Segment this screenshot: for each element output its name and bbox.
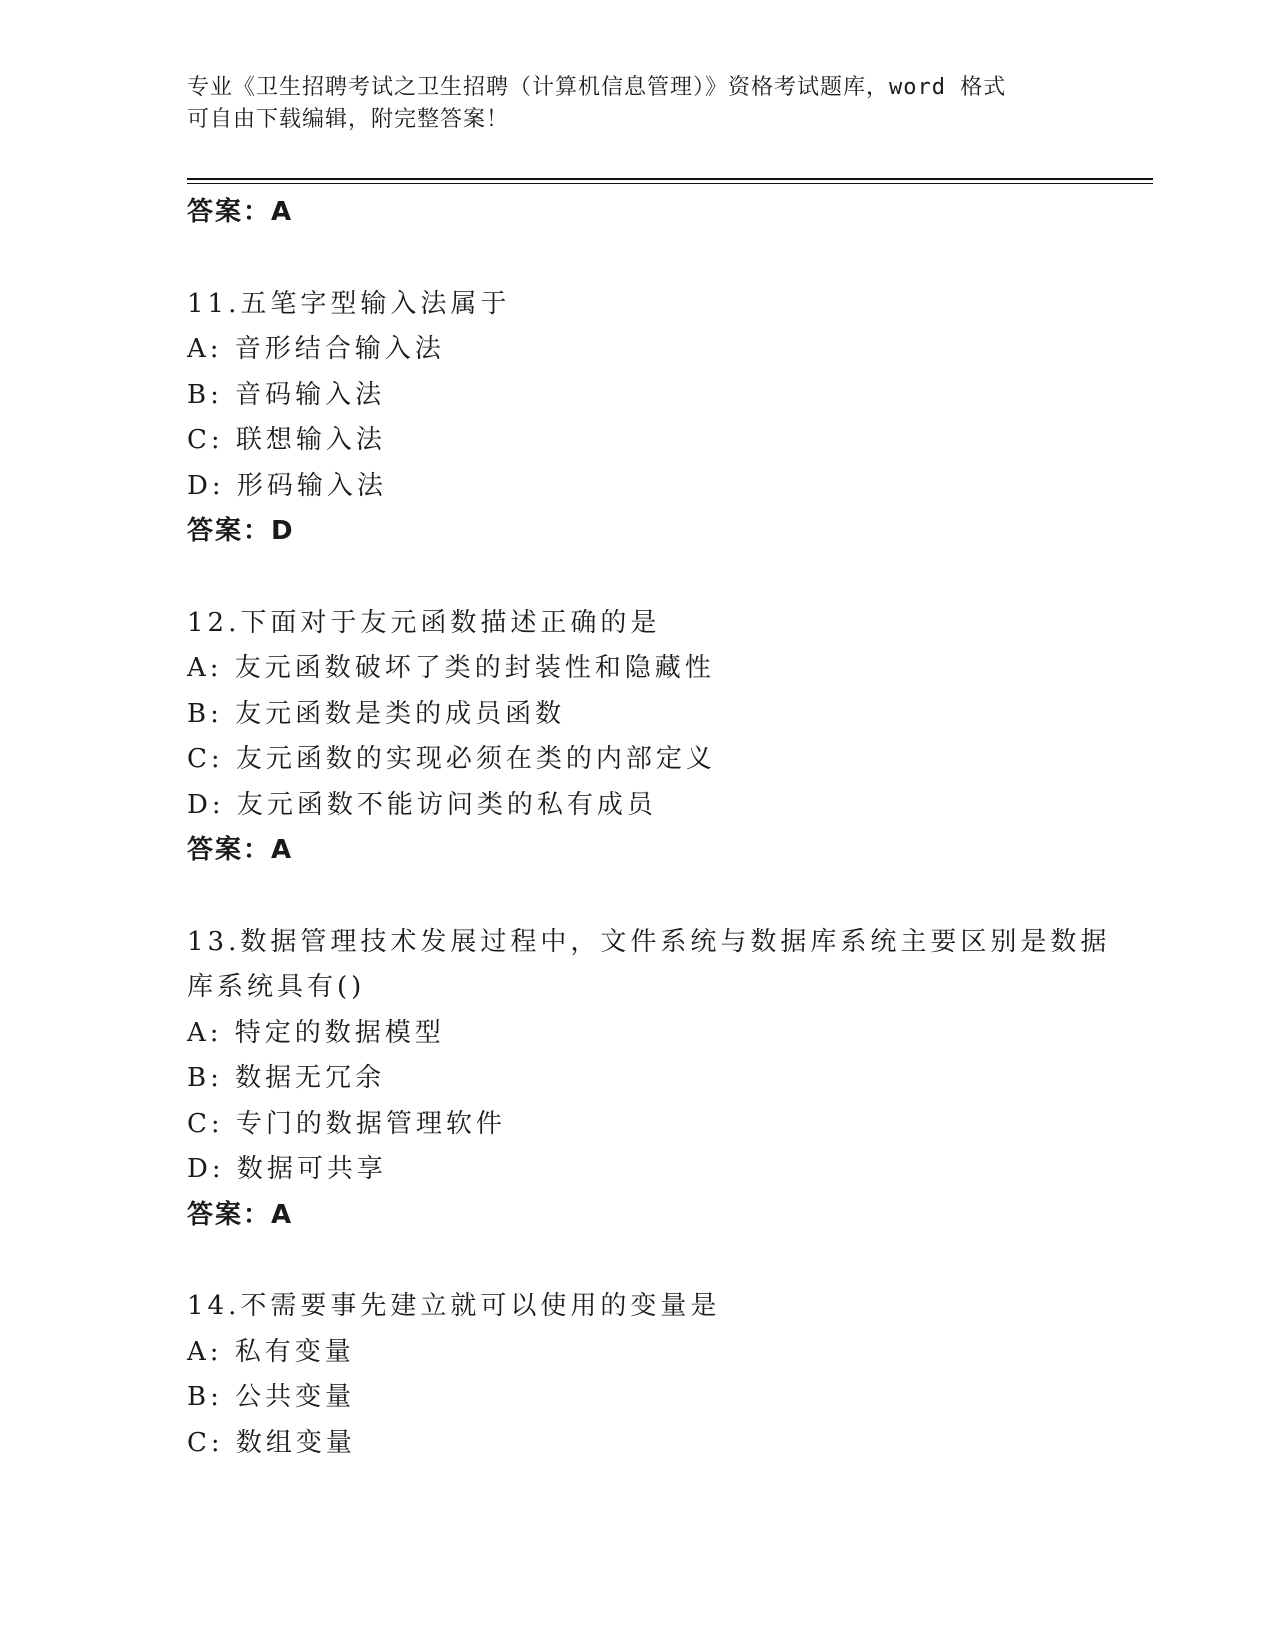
option-a: A: 友元函数破坏了类的封装性和隐藏性 [187, 653, 715, 683]
option-d: D: 形码输入法 [187, 470, 387, 501]
option-b: B: 友元函数是类的成员函数 [187, 698, 566, 729]
header-divider-thin [187, 183, 1153, 184]
question-14 [187, 1284, 1087, 1466]
option-a: A: 私有变量 [187, 1336, 355, 1367]
question-title-line-2: 库系统具有() [187, 972, 366, 1002]
question-title-line-1: 13.数据管理技术发展过程中，文件系统与数据库系统主要区别是数据 [187, 926, 1111, 957]
header-divider-thick [187, 178, 1153, 180]
header-line-2: 可自由下载编辑，附完整答案！ [187, 107, 510, 132]
option-c: C: 专门的数据管理软件 [187, 1108, 506, 1139]
answer: 答案：A [187, 1199, 294, 1230]
option-c: C: 联想输入法 [187, 425, 386, 455]
option-a: A: 特定的数据模型 [187, 1017, 445, 1048]
question-title: 14.不需要事先建立就可以使用的变量是 [187, 1291, 721, 1321]
question-12 [187, 601, 1087, 874]
question-list [187, 190, 1111, 1466]
option-a: A: 音形结合输入法 [187, 334, 445, 364]
answer: 答案：D [187, 516, 295, 546]
option-b: B: 音码输入法 [187, 379, 386, 410]
question-title: 12.下面对于友元函数描述正确的是 [187, 607, 661, 638]
question-13 [187, 920, 1111, 1239]
option-d: D: 友元函数不能访问类的私有成员 [187, 789, 657, 820]
header-line-1: 专业《卫生招聘考试之卫生招聘（计算机信息管理）》资格考试题库，word 格式 [187, 75, 1007, 100]
option-c: C: 友元函数的实现必须在类的内部定义 [187, 744, 716, 774]
question-title: 11.五笔字型输入法属于 [187, 288, 511, 319]
option-d: D: 数据可共享 [187, 1154, 387, 1184]
answer-prev: 答案：A [187, 197, 294, 227]
option-b: B: 数据无冗余 [187, 1063, 386, 1093]
option-c: C: 数组变量 [187, 1427, 356, 1458]
question-11 [187, 282, 1087, 555]
option-b: B: 公共变量 [187, 1382, 356, 1412]
document-header [187, 72, 1087, 136]
answer: 答案：A [187, 835, 294, 865]
